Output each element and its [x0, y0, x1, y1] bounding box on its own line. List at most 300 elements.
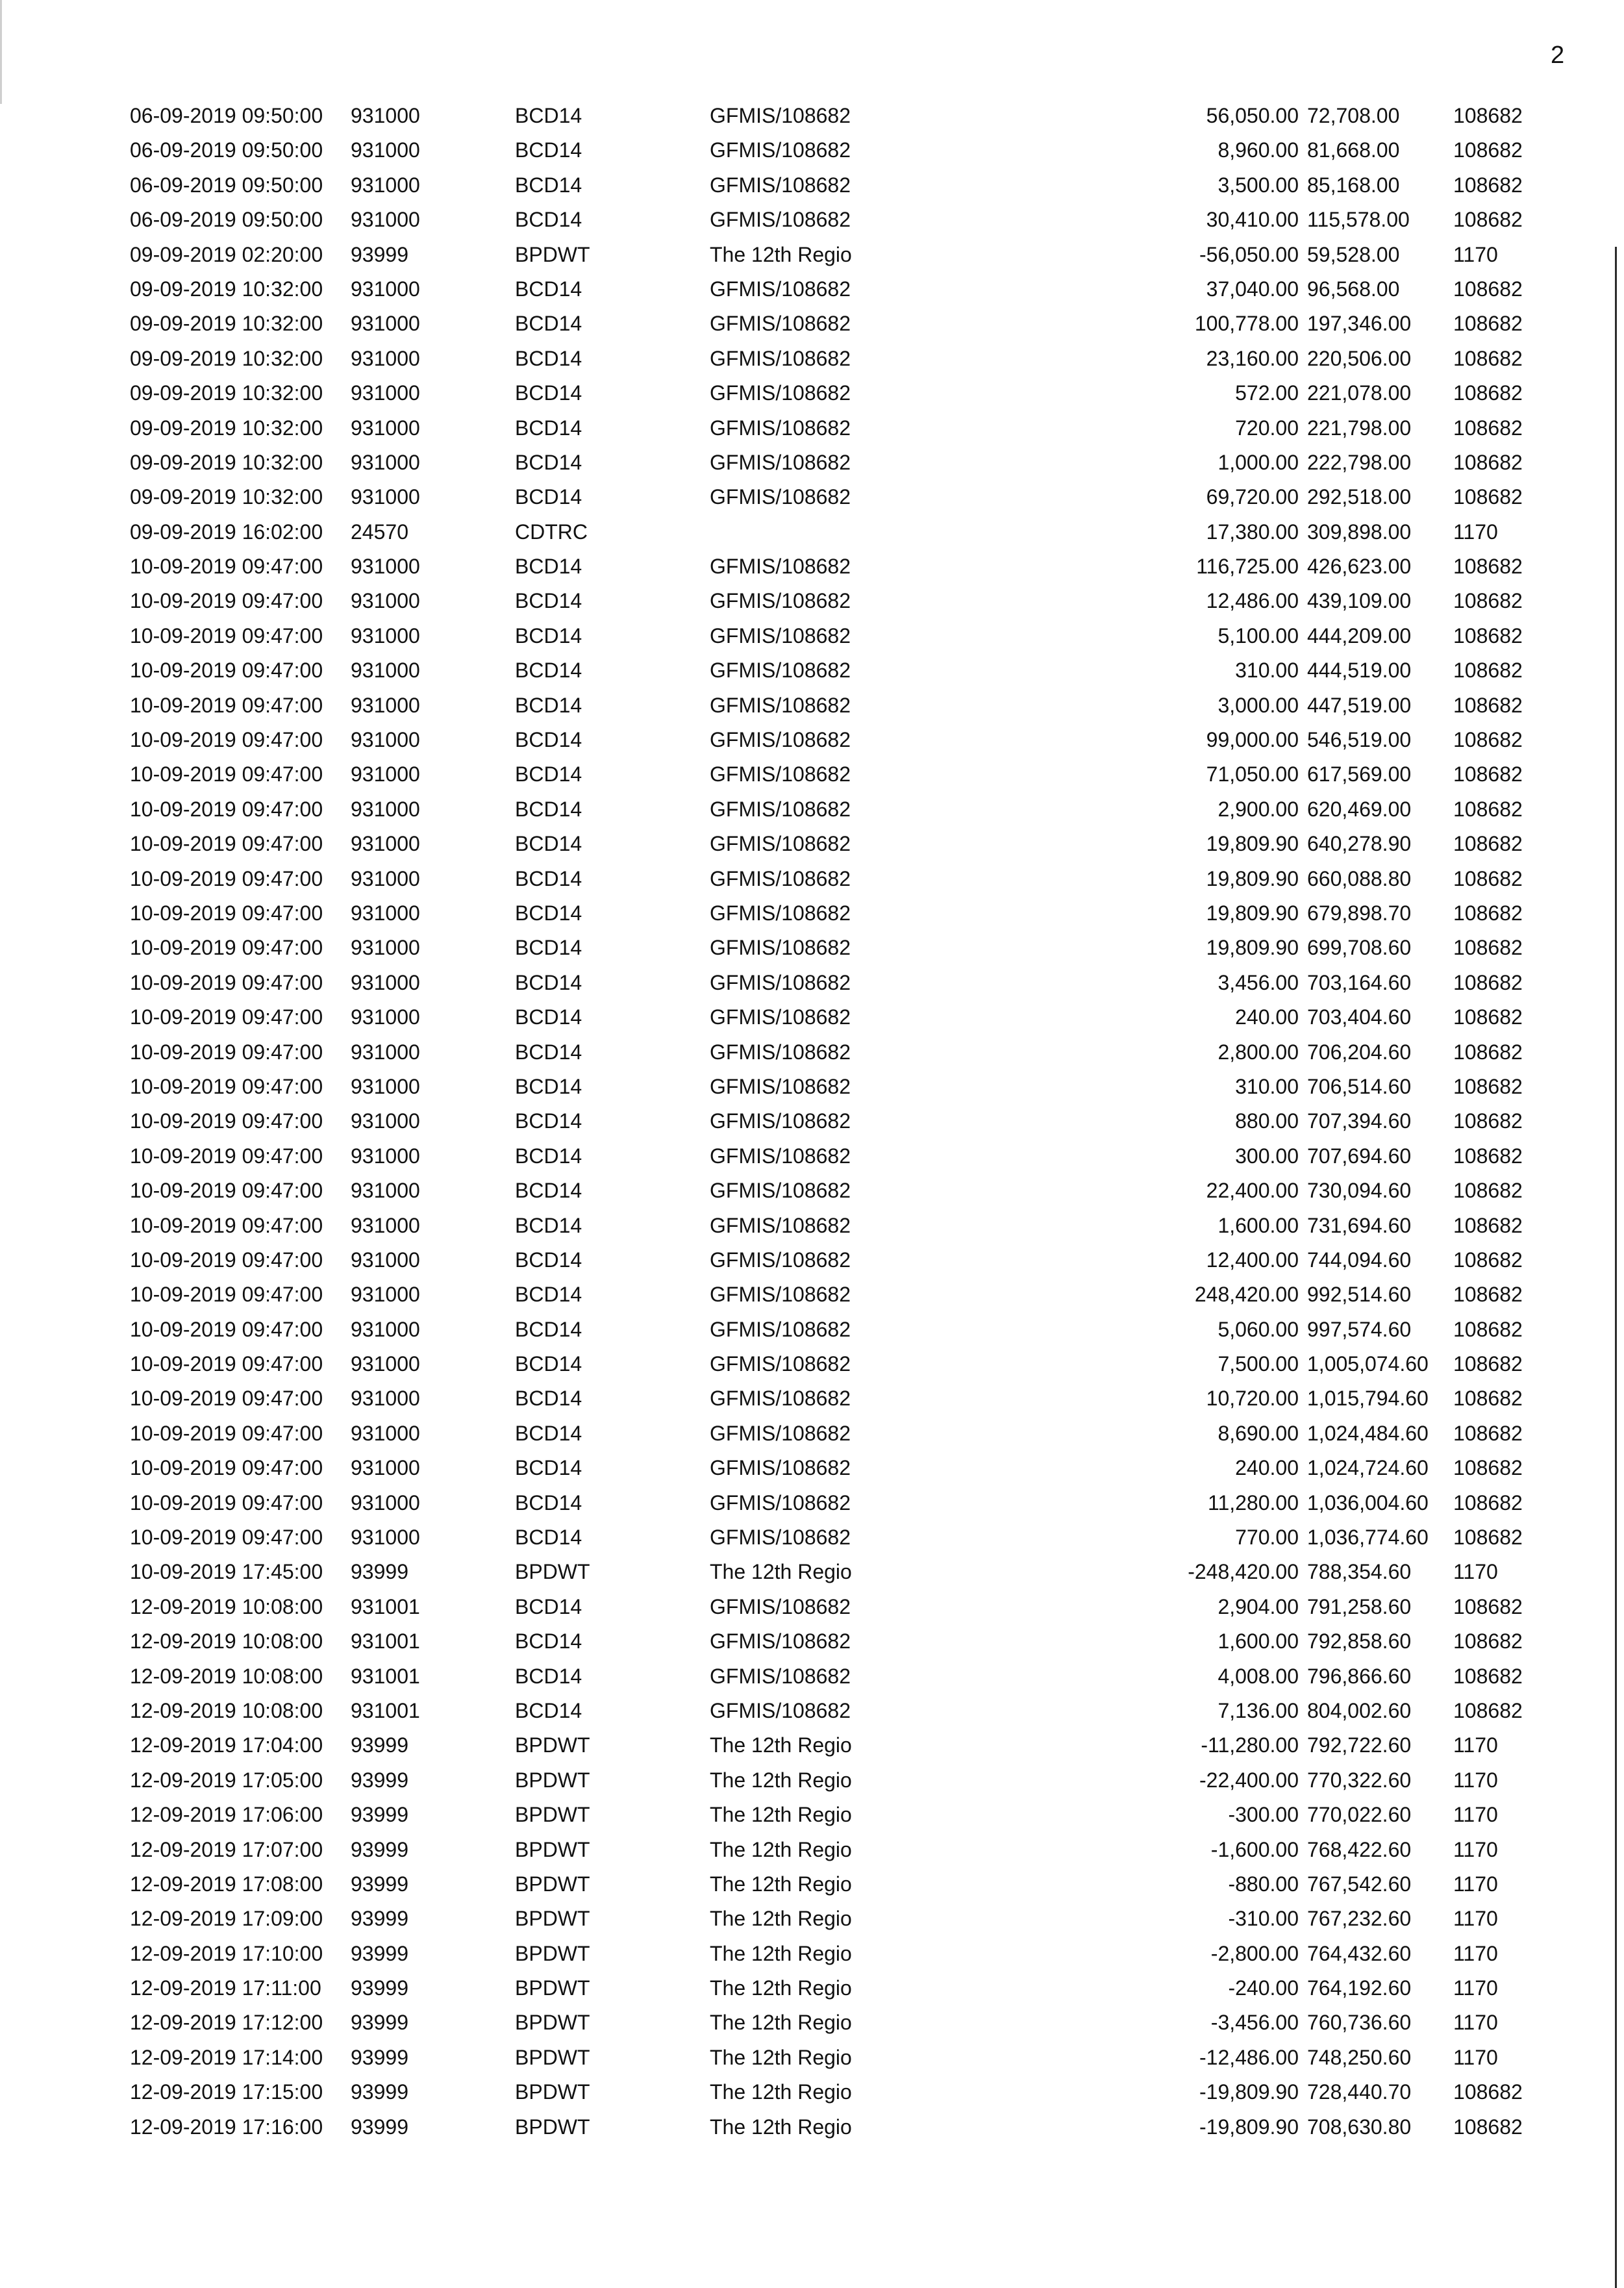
- amount-cell: 69,720.00: [1206, 485, 1299, 509]
- amount-cell: -12,486.00: [1199, 2045, 1299, 2069]
- balance-cell: 731,694.60: [1307, 1213, 1412, 1237]
- transaction-date-cell: 10-09-2019 09:47:00: [130, 659, 323, 683]
- table-row: [0, 411, 1624, 446]
- table-row: [0, 931, 1624, 965]
- table-row: [0, 896, 1624, 931]
- transaction-date-cell: 12-09-2019 10:08:00: [130, 1629, 323, 1653]
- branch-code-cell: 931000: [351, 866, 420, 890]
- description-cell: GFMIS/108682: [710, 555, 851, 579]
- reference-cell: 108682: [1453, 1526, 1523, 1550]
- transaction-type-cell: BCD14: [515, 970, 582, 994]
- table-row: [0, 827, 1624, 861]
- table-row: [0, 2075, 1624, 2109]
- table-row: [0, 2005, 1624, 2040]
- branch-code-cell: 93999: [351, 1941, 408, 1965]
- reference-cell: 108682: [1453, 970, 1523, 994]
- reference-cell: 108682: [1453, 138, 1523, 162]
- reference-cell: 108682: [1453, 1179, 1523, 1203]
- amount-cell: 19,809.90: [1206, 936, 1299, 960]
- transaction-date-cell: 12-09-2019 10:08:00: [130, 1698, 323, 1722]
- balance-cell: 764,192.60: [1307, 1976, 1412, 2000]
- description-cell: The 12th Regio: [710, 1768, 852, 1792]
- amount-cell: 7,136.00: [1218, 1698, 1299, 1722]
- table-row: [0, 1971, 1624, 2005]
- table-row: [0, 1000, 1624, 1035]
- balance-cell: 1,024,724.60: [1307, 1456, 1429, 1480]
- balance-cell: 796,866.60: [1307, 1664, 1412, 1688]
- amount-cell: 12,400.00: [1206, 1248, 1299, 1272]
- branch-code-cell: 93999: [351, 2045, 408, 2069]
- reference-cell: 108682: [1453, 623, 1523, 647]
- amount-cell: -248,420.00: [1188, 1560, 1299, 1584]
- balance-cell: 115,578.00: [1307, 208, 1410, 232]
- branch-code-cell: 931000: [351, 104, 420, 127]
- transaction-type-cell: BCD14: [515, 589, 582, 613]
- branch-code-cell: 931000: [351, 623, 420, 647]
- transaction-type-cell: BCD14: [515, 381, 582, 405]
- reference-cell: 108682: [1453, 762, 1523, 786]
- transaction-date-cell: 06-09-2019 09:50:00: [130, 104, 323, 127]
- amount-cell: 310.00: [1235, 1074, 1299, 1098]
- reference-cell: 108682: [1453, 1490, 1523, 1515]
- transaction-date-cell: 09-09-2019 10:32:00: [130, 346, 323, 370]
- transaction-date-cell: 12-09-2019 17:12:00: [130, 2011, 323, 2035]
- table-row: [0, 1209, 1624, 1243]
- transaction-date-cell: 10-09-2019 09:47:00: [130, 866, 323, 890]
- branch-code-cell: 931000: [351, 138, 420, 162]
- description-cell: GFMIS/108682: [710, 104, 851, 127]
- branch-code-cell: 931000: [351, 1283, 420, 1307]
- table-row: [0, 1174, 1624, 1208]
- transaction-type-cell: BCD14: [515, 1352, 582, 1376]
- transaction-type-cell: BCD14: [515, 1629, 582, 1653]
- transaction-date-cell: 12-09-2019 17:10:00: [130, 1941, 323, 1965]
- balance-cell: 444,519.00: [1307, 659, 1412, 683]
- transaction-type-cell: BPDWT: [515, 242, 590, 266]
- amount-cell: 720.00: [1235, 416, 1299, 440]
- transaction-date-cell: 12-09-2019 17:09:00: [130, 1907, 323, 1931]
- transaction-date-cell: 09-09-2019 10:32:00: [130, 381, 323, 405]
- transaction-type-cell: BPDWT: [515, 1733, 590, 1757]
- balance-cell: 791,258.60: [1307, 1594, 1412, 1618]
- amount-cell: 880.00: [1235, 1109, 1299, 1133]
- table-row: [0, 272, 1624, 307]
- description-cell: GFMIS/108682: [710, 1490, 851, 1515]
- description-cell: The 12th Regio: [710, 1803, 852, 1827]
- transaction-date-cell: 10-09-2019 09:47:00: [130, 901, 323, 925]
- balance-cell: 767,542.60: [1307, 1872, 1412, 1896]
- branch-code-cell: 93999: [351, 1733, 408, 1757]
- table-row: [0, 1520, 1624, 1555]
- transaction-type-cell: BCD14: [515, 1526, 582, 1550]
- branch-code-cell: 93999: [351, 1837, 408, 1861]
- description-cell: GFMIS/108682: [710, 936, 851, 960]
- balance-cell: 72,708.00: [1307, 104, 1400, 127]
- page-number: 2: [1551, 42, 1565, 69]
- amount-cell: 23,160.00: [1206, 346, 1299, 370]
- balance-cell: 660,088.80: [1307, 866, 1412, 890]
- description-cell: GFMIS/108682: [710, 832, 851, 856]
- table-row: [0, 446, 1624, 480]
- transaction-date-cell: 10-09-2019 09:47:00: [130, 555, 323, 579]
- transaction-date-cell: 12-09-2019 17:14:00: [130, 2045, 323, 2069]
- description-cell: GFMIS/108682: [710, 1213, 851, 1237]
- reference-cell: 108682: [1453, 346, 1523, 370]
- transaction-date-cell: 10-09-2019 09:47:00: [130, 762, 323, 786]
- transaction-type-cell: BCD14: [515, 1248, 582, 1272]
- reference-cell: 108682: [1453, 1074, 1523, 1098]
- branch-code-cell: 931000: [351, 901, 420, 925]
- branch-code-cell: 93999: [351, 242, 408, 266]
- transaction-type-cell: BCD14: [515, 728, 582, 752]
- transaction-type-cell: BCD14: [515, 1040, 582, 1064]
- description-cell: GFMIS/108682: [710, 1352, 851, 1376]
- table-row: [0, 1937, 1624, 1971]
- transaction-date-cell: 06-09-2019 09:50:00: [130, 208, 323, 232]
- amount-cell: 100,778.00: [1194, 312, 1299, 336]
- balance-cell: 804,002.60: [1307, 1698, 1412, 1722]
- description-cell: GFMIS/108682: [710, 1664, 851, 1688]
- branch-code-cell: 931000: [351, 1005, 420, 1029]
- balance-cell: 292,518.00: [1307, 485, 1412, 509]
- transaction-date-cell: 10-09-2019 09:47:00: [130, 1283, 323, 1307]
- balance-cell: 426,623.00: [1307, 555, 1412, 579]
- transaction-type-cell: BCD14: [515, 312, 582, 336]
- description-cell: GFMIS/108682: [710, 1698, 851, 1722]
- balance-cell: 744,094.60: [1307, 1248, 1412, 1272]
- reference-cell: 108682: [1453, 104, 1523, 127]
- balance-cell: 997,574.60: [1307, 1317, 1412, 1341]
- transaction-type-cell: BCD14: [515, 1005, 582, 1029]
- amount-cell: 240.00: [1235, 1456, 1299, 1480]
- branch-code-cell: 93999: [351, 2115, 408, 2139]
- branch-code-cell: 931000: [351, 485, 420, 509]
- table-row: [0, 99, 1624, 133]
- amount-cell: 19,809.90: [1206, 832, 1299, 856]
- table-row: [0, 1590, 1624, 1624]
- transaction-type-cell: BPDWT: [515, 1560, 590, 1584]
- description-cell: The 12th Regio: [710, 2115, 852, 2139]
- reference-cell: 108682: [1453, 866, 1523, 890]
- reference-cell: 108682: [1453, 589, 1523, 613]
- reference-cell: 1170: [1453, 1837, 1498, 1861]
- table-row: [0, 653, 1624, 688]
- description-cell: GFMIS/108682: [710, 623, 851, 647]
- branch-code-cell: 931000: [351, 381, 420, 405]
- amount-cell: 11,280.00: [1208, 1490, 1299, 1515]
- reference-cell: 108682: [1453, 1317, 1523, 1341]
- transaction-type-cell: BCD14: [515, 659, 582, 683]
- description-cell: GFMIS/108682: [710, 1456, 851, 1480]
- transaction-type-cell: BCD14: [515, 1283, 582, 1307]
- description-cell: GFMIS/108682: [710, 797, 851, 821]
- branch-code-cell: 931000: [351, 346, 420, 370]
- description-cell: GFMIS/108682: [710, 277, 851, 301]
- amount-cell: -3,456.00: [1210, 2011, 1299, 2035]
- balance-cell: 1,015,794.60: [1307, 1387, 1429, 1411]
- transaction-date-cell: 10-09-2019 09:47:00: [130, 1248, 323, 1272]
- transaction-date-cell: 06-09-2019 09:50:00: [130, 173, 323, 197]
- table-row: [0, 1070, 1624, 1104]
- transaction-type-cell: BCD14: [515, 1213, 582, 1237]
- branch-code-cell: 93999: [351, 1560, 408, 1584]
- table-row: [0, 1486, 1624, 1520]
- table-row: [0, 1451, 1624, 1485]
- transaction-type-cell: BCD14: [515, 797, 582, 821]
- reference-cell: 1170: [1453, 1768, 1498, 1792]
- branch-code-cell: 931000: [351, 970, 420, 994]
- branch-code-cell: 931000: [351, 1213, 420, 1237]
- branch-code-cell: 93999: [351, 1872, 408, 1896]
- table-row: [0, 168, 1624, 203]
- transaction-type-cell: BCD14: [515, 450, 582, 474]
- reference-cell: 108682: [1453, 1005, 1523, 1029]
- transaction-type-cell: BPDWT: [515, 1872, 590, 1896]
- reference-cell: 108682: [1453, 277, 1523, 301]
- transaction-date-cell: 10-09-2019 09:47:00: [130, 693, 323, 717]
- amount-cell: -310.00: [1228, 1907, 1299, 1931]
- amount-cell: 17,380.00: [1206, 520, 1299, 544]
- description-cell: GFMIS/108682: [710, 416, 851, 440]
- transaction-type-cell: BCD14: [515, 1074, 582, 1098]
- balance-cell: 764,432.60: [1307, 1941, 1412, 1965]
- reference-cell: 108682: [1453, 832, 1523, 856]
- branch-code-cell: 931000: [351, 936, 420, 960]
- reference-cell: 108682: [1453, 1213, 1523, 1237]
- description-cell: GFMIS/108682: [710, 346, 851, 370]
- balance-cell: 699,708.60: [1307, 936, 1412, 960]
- branch-code-cell: 931000: [351, 1526, 420, 1550]
- balance-cell: 679,898.70: [1307, 901, 1412, 925]
- branch-code-cell: 931000: [351, 832, 420, 856]
- transaction-type-cell: BCD14: [515, 1490, 582, 1515]
- description-cell: The 12th Regio: [710, 1560, 852, 1584]
- ledger-table: [0, 99, 1624, 2144]
- transaction-type-cell: BCD14: [515, 1109, 582, 1133]
- description-cell: GFMIS/108682: [710, 1594, 851, 1618]
- transaction-type-cell: CDTRC: [515, 520, 588, 544]
- description-cell: GFMIS/108682: [710, 173, 851, 197]
- branch-code-cell: 931000: [351, 1074, 420, 1098]
- branch-code-cell: 931000: [351, 1352, 420, 1376]
- transaction-type-cell: BPDWT: [515, 1768, 590, 1792]
- table-row: [0, 757, 1624, 792]
- transaction-date-cell: 10-09-2019 17:45:00: [130, 1560, 323, 1584]
- reference-cell: 108682: [1453, 555, 1523, 579]
- amount-cell: -11,280.00: [1201, 1733, 1299, 1757]
- balance-cell: 1,036,004.60: [1307, 1490, 1429, 1515]
- amount-cell: 2,904.00: [1218, 1594, 1299, 1618]
- transaction-type-cell: BCD14: [515, 762, 582, 786]
- balance-cell: 768,422.60: [1307, 1837, 1412, 1861]
- transaction-type-cell: BCD14: [515, 901, 582, 925]
- table-row: [0, 1035, 1624, 1070]
- reference-cell: 108682: [1453, 1283, 1523, 1307]
- table-row: [0, 1313, 1624, 1347]
- balance-cell: 59,528.00: [1307, 242, 1400, 266]
- table-row: [0, 1555, 1624, 1589]
- balance-cell: 96,568.00: [1307, 277, 1400, 301]
- balance-cell: 788,354.60: [1307, 1560, 1412, 1584]
- branch-code-cell: 93999: [351, 2011, 408, 2035]
- amount-cell: 572.00: [1235, 381, 1299, 405]
- table-row: [0, 619, 1624, 653]
- table-row: [0, 792, 1624, 827]
- balance-cell: 748,250.60: [1307, 2045, 1412, 2069]
- transaction-date-cell: 12-09-2019 17:15:00: [130, 2080, 323, 2104]
- transaction-type-cell: BCD14: [515, 277, 582, 301]
- transaction-type-cell: BPDWT: [515, 1976, 590, 2000]
- transaction-type-cell: BCD14: [515, 104, 582, 127]
- branch-code-cell: 931000: [351, 1387, 420, 1411]
- transaction-type-cell: BPDWT: [515, 1837, 590, 1861]
- branch-code-cell: 931001: [351, 1698, 420, 1722]
- description-cell: GFMIS/108682: [710, 1179, 851, 1203]
- reference-cell: 108682: [1453, 1421, 1523, 1445]
- transaction-date-cell: 10-09-2019 09:47:00: [130, 1387, 323, 1411]
- description-cell: GFMIS/108682: [710, 485, 851, 509]
- transaction-type-cell: BPDWT: [515, 1907, 590, 1931]
- transaction-date-cell: 12-09-2019 17:05:00: [130, 1768, 323, 1792]
- balance-cell: 707,394.60: [1307, 1109, 1412, 1133]
- transaction-type-cell: BCD14: [515, 1664, 582, 1688]
- transaction-date-cell: 09-09-2019 10:32:00: [130, 277, 323, 301]
- transaction-date-cell: 10-09-2019 09:47:00: [130, 1179, 323, 1203]
- transaction-type-cell: BCD14: [515, 1698, 582, 1722]
- reference-cell: 1170: [1453, 1803, 1498, 1827]
- balance-cell: 792,858.60: [1307, 1629, 1412, 1653]
- transaction-date-cell: 10-09-2019 09:47:00: [130, 1144, 323, 1168]
- reference-cell: 108682: [1453, 2080, 1523, 2104]
- description-cell: GFMIS/108682: [710, 693, 851, 717]
- reference-cell: 1170: [1453, 2045, 1498, 2069]
- amount-cell: 99,000.00: [1206, 728, 1299, 752]
- amount-cell: 8,690.00: [1218, 1421, 1299, 1445]
- transaction-type-cell: BCD14: [515, 1594, 582, 1618]
- amount-cell: 2,900.00: [1218, 797, 1299, 821]
- transaction-type-cell: BPDWT: [515, 2045, 590, 2069]
- scan-edge-left: [0, 0, 2, 104]
- description-cell: GFMIS/108682: [710, 450, 851, 474]
- amount-cell: 19,809.90: [1206, 866, 1299, 890]
- transaction-date-cell: 09-09-2019 16:02:00: [130, 520, 323, 544]
- branch-code-cell: 93999: [351, 1803, 408, 1827]
- transaction-type-cell: BPDWT: [515, 2115, 590, 2139]
- reference-cell: 108682: [1453, 173, 1523, 197]
- transaction-type-cell: BCD14: [515, 693, 582, 717]
- transaction-date-cell: 10-09-2019 09:47:00: [130, 1526, 323, 1550]
- transaction-type-cell: BPDWT: [515, 2080, 590, 2104]
- description-cell: GFMIS/108682: [710, 762, 851, 786]
- branch-code-cell: 93999: [351, 1976, 408, 2000]
- description-cell: GFMIS/108682: [710, 312, 851, 336]
- transaction-date-cell: 12-09-2019 17:16:00: [130, 2115, 323, 2139]
- table-row: [0, 966, 1624, 1000]
- reference-cell: 1170: [1453, 520, 1498, 544]
- branch-code-cell: 93999: [351, 1907, 408, 1931]
- table-row: [0, 1381, 1624, 1416]
- transaction-date-cell: 10-09-2019 09:47:00: [130, 623, 323, 647]
- branch-code-cell: 931000: [351, 659, 420, 683]
- amount-cell: 1,600.00: [1218, 1213, 1299, 1237]
- table-row: [0, 723, 1624, 757]
- table-row: [0, 1902, 1624, 1936]
- description-cell: GFMIS/108682: [710, 1387, 851, 1411]
- amount-cell: 3,000.00: [1218, 693, 1299, 717]
- description-cell: GFMIS/108682: [710, 1526, 851, 1550]
- transaction-date-cell: 10-09-2019 09:47:00: [130, 1317, 323, 1341]
- reference-cell: 1170: [1453, 1560, 1498, 1584]
- reference-cell: 1170: [1453, 1976, 1498, 2000]
- table-row: [0, 1763, 1624, 1798]
- transaction-date-cell: 10-09-2019 09:47:00: [130, 1109, 323, 1133]
- branch-code-cell: 931000: [351, 693, 420, 717]
- description-cell: GFMIS/108682: [710, 381, 851, 405]
- balance-cell: 728,440.70: [1307, 2080, 1412, 2104]
- balance-cell: 546,519.00: [1307, 728, 1412, 752]
- branch-code-cell: 93999: [351, 2080, 408, 2104]
- reference-cell: 108682: [1453, 416, 1523, 440]
- amount-cell: 8,960.00: [1218, 138, 1299, 162]
- table-row: [0, 515, 1624, 549]
- transaction-date-cell: 10-09-2019 09:47:00: [130, 1213, 323, 1237]
- transaction-date-cell: 10-09-2019 09:47:00: [130, 936, 323, 960]
- table-row: [0, 2110, 1624, 2144]
- transaction-type-cell: BCD14: [515, 346, 582, 370]
- branch-code-cell: 24570: [351, 520, 408, 544]
- transaction-date-cell: 12-09-2019 17:08:00: [130, 1872, 323, 1896]
- branch-code-cell: 93999: [351, 1768, 408, 1792]
- reference-cell: 108682: [1453, 659, 1523, 683]
- balance-cell: 792,722.60: [1307, 1733, 1412, 1757]
- balance-cell: 222,798.00: [1307, 450, 1412, 474]
- table-row: [0, 133, 1624, 168]
- reference-cell: 108682: [1453, 1629, 1523, 1653]
- transaction-date-cell: 09-09-2019 10:32:00: [130, 312, 323, 336]
- reference-cell: 1170: [1453, 1907, 1498, 1931]
- transaction-date-cell: 12-09-2019 10:08:00: [130, 1664, 323, 1688]
- description-cell: GFMIS/108682: [710, 970, 851, 994]
- amount-cell: 71,050.00: [1206, 762, 1299, 786]
- description-cell: The 12th Regio: [710, 2080, 852, 2104]
- reference-cell: 108682: [1453, 1109, 1523, 1133]
- description-cell: GFMIS/108682: [710, 1421, 851, 1445]
- branch-code-cell: 931000: [351, 762, 420, 786]
- description-cell: GFMIS/108682: [710, 589, 851, 613]
- table-row: [0, 1416, 1624, 1451]
- balance-cell: 197,346.00: [1307, 312, 1412, 336]
- transaction-date-cell: 10-09-2019 09:47:00: [130, 1040, 323, 1064]
- transaction-date-cell: 09-09-2019 10:32:00: [130, 416, 323, 440]
- transaction-date-cell: 12-09-2019 17:04:00: [130, 1733, 323, 1757]
- table-row: [0, 1104, 1624, 1138]
- reference-cell: 1170: [1453, 2011, 1498, 2035]
- transaction-type-cell: BPDWT: [515, 2011, 590, 2035]
- description-cell: GFMIS/108682: [710, 1005, 851, 1029]
- description-cell: The 12th Regio: [710, 1976, 852, 2000]
- amount-cell: 300.00: [1235, 1144, 1299, 1168]
- transaction-date-cell: 09-09-2019 02:20:00: [130, 242, 323, 266]
- transaction-date-cell: 12-09-2019 17:06:00: [130, 1803, 323, 1827]
- transaction-date-cell: 10-09-2019 09:47:00: [130, 589, 323, 613]
- transaction-type-cell: BCD14: [515, 1179, 582, 1203]
- balance-cell: 221,798.00: [1307, 416, 1412, 440]
- table-row: [0, 1659, 1624, 1694]
- branch-code-cell: 931000: [351, 1317, 420, 1341]
- reference-cell: 108682: [1453, 797, 1523, 821]
- amount-cell: 22,400.00: [1206, 1179, 1299, 1203]
- reference-cell: 108682: [1453, 1387, 1523, 1411]
